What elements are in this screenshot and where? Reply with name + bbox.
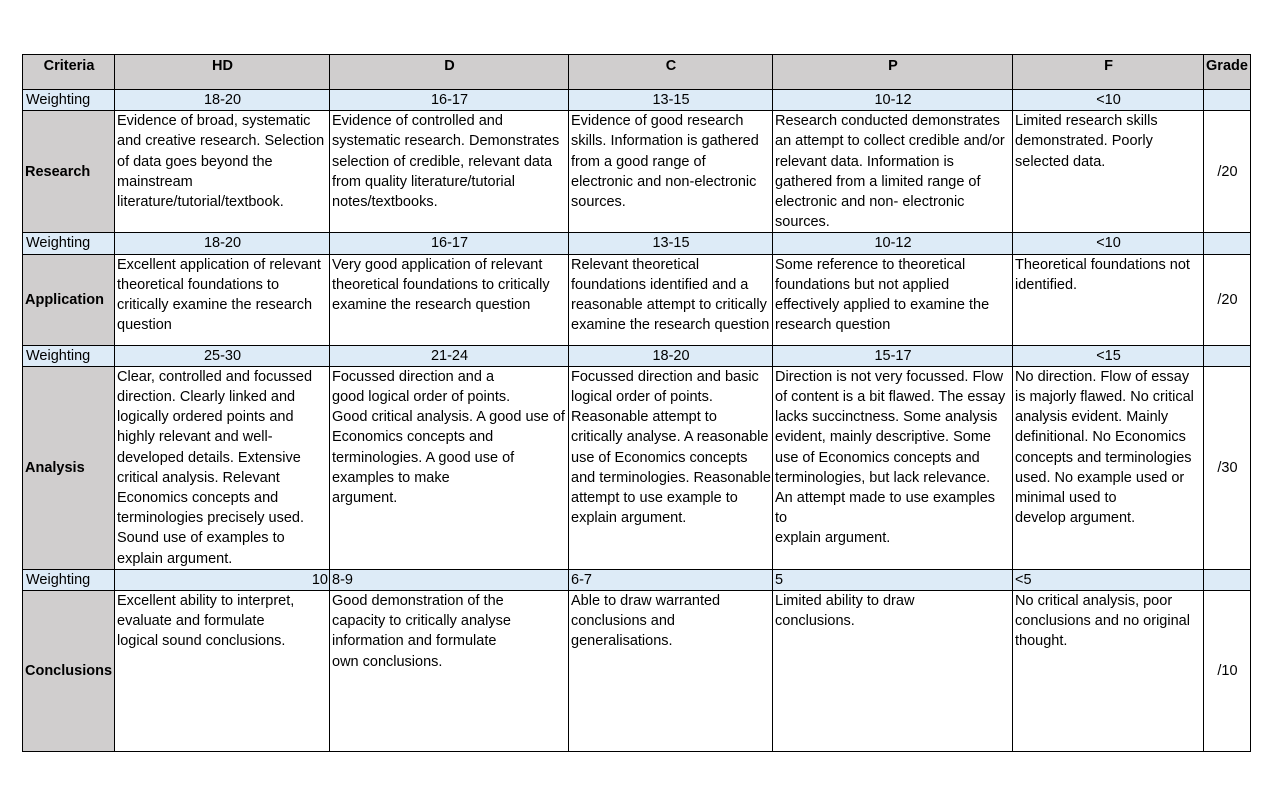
research-grade: /20 [1204, 111, 1251, 233]
weighting-label: Weighting [23, 569, 115, 590]
conclusions-p-descriptor: Limited ability to draw conclusions. [773, 591, 1013, 752]
application-hd-descriptor: Excellent application of relevant theoretical foundations to critically examine the research question [115, 254, 330, 345]
header-c: C [569, 55, 773, 90]
application-weighting-row [23, 233, 1251, 254]
research-c-descriptor: Evidence of good research skills. Information is gathered from a good range of electronic and non-electronic sources. [569, 111, 773, 233]
weighting-p: 10-12 [773, 90, 1013, 111]
weighting-label: Weighting [23, 90, 115, 111]
research-hd-descriptor: Evidence of broad, systematic and creative research. Selection of data goes beyond the mainstream literature/tutorial/textbook. [115, 111, 330, 233]
header-p: P [773, 55, 1013, 90]
analysis-c-descriptor: Focussed direction and basic logical order of points. Reasonable attempt to critically analyse. A reasonable use of Economics concepts and terminologies. Reasonable attempt to use example to explain argument. [569, 366, 773, 569]
weighting-grade-empty [1204, 233, 1251, 254]
weighting-d: 8-9 [330, 569, 569, 590]
analysis-hd-descriptor: Clear, controlled and focussed direction. Clearly linked and logically ordered points and highly relevant and well- developed details. Extensive critical analysis. Relevant Economics concepts and terminologies precisely used. Sound use of examples to explain argument. [115, 366, 330, 569]
weighting-grade-empty [1204, 90, 1251, 111]
weighting-c: 6-7 [569, 569, 773, 590]
research-weighting-row [23, 90, 1251, 111]
weighting-p: 15-17 [773, 345, 1013, 366]
header-hd: HD [115, 55, 330, 90]
conclusions-c-descriptor: Able to draw warranted conclusions and generalisations. [569, 591, 773, 752]
analysis-d-descriptor: Focussed direction and a good logical order of points. Good critical analysis. A good use of Economics concepts and terminologies. A good use of examples to make argument. [330, 366, 569, 569]
research-d-descriptor: Evidence of controlled and systematic research. Demonstrates selection of credible, relevant data from quality literature/tutorial notes/textbooks. [330, 111, 569, 233]
weighting-d: 16-17 [330, 90, 569, 111]
weighting-f: <10 [1013, 233, 1204, 254]
weighting-d: 16-17 [330, 233, 569, 254]
weighting-grade-empty [1204, 345, 1251, 366]
criteria-application: Application [23, 254, 115, 345]
weighting-hd: 10 [115, 569, 330, 590]
criteria-conclusions: Conclusions [23, 591, 115, 752]
conclusions-weighting-row [23, 569, 1251, 590]
research-row [23, 111, 1251, 233]
application-c-descriptor: Relevant theoretical foundations identified and a reasonable attempt to critically examine the research question [569, 254, 773, 345]
header-f: F [1013, 55, 1204, 90]
weighting-c: 13-15 [569, 90, 773, 111]
application-grade: /20 [1204, 254, 1251, 345]
weighting-c: 13-15 [569, 233, 773, 254]
analysis-f-descriptor: No direction. Flow of essay is majorly flawed. No critical analysis evident. Mainly definitional. No Economics concepts and terminologies used. No example used or minimal used to develop argument. [1013, 366, 1204, 569]
conclusions-d-descriptor: Good demonstration of the capacity to critically analyse information and formulate own conclusions. [330, 591, 569, 752]
weighting-d: 21-24 [330, 345, 569, 366]
research-p-descriptor: Research conducted demonstrates an attempt to collect credible and/or relevant data. Information is gathered from a limited range of electronic and non- electronic sources. [773, 111, 1013, 233]
criteria-research: Research [23, 111, 115, 233]
application-row [23, 254, 1251, 345]
weighting-grade-empty [1204, 569, 1251, 590]
conclusions-grade: /10 [1204, 591, 1251, 752]
weighting-c: 18-20 [569, 345, 773, 366]
analysis-weighting-row [23, 345, 1251, 366]
weighting-f: <15 [1013, 345, 1204, 366]
weighting-f: <10 [1013, 90, 1204, 111]
conclusions-hd-descriptor: Excellent ability to interpret, evaluate and formulate logical sound conclusions. [115, 591, 330, 752]
weighting-f: <5 [1013, 569, 1204, 590]
weighting-p: 5 [773, 569, 1013, 590]
application-d-descriptor: Very good application of relevant theoretical foundations to critically examine the research question [330, 254, 569, 345]
header-grade: Grade [1204, 55, 1251, 90]
weighting-hd: 25-30 [115, 345, 330, 366]
weighting-hd: 18-20 [115, 90, 330, 111]
analysis-p-descriptor: Direction is not very focussed. Flow of content is a bit flawed. The essay lacks succinctness. Some analysis evident, mainly descriptive. Some use of Economics concepts and terminologies, but lack relevance. An attempt made to use examples to explain argument. [773, 366, 1013, 569]
criteria-analysis: Analysis [23, 366, 115, 569]
header-d: D [330, 55, 569, 90]
analysis-grade: /30 [1204, 366, 1251, 569]
marking-rubric-table [22, 54, 1251, 752]
conclusions-f-descriptor: No critical analysis, poor conclusions and no original thought. [1013, 591, 1204, 752]
application-p-descriptor: Some reference to theoretical foundations but not applied effectively applied to examine the research question [773, 254, 1013, 345]
weighting-hd: 18-20 [115, 233, 330, 254]
weighting-p: 10-12 [773, 233, 1013, 254]
header-criteria: Criteria [23, 55, 115, 90]
header-row [23, 55, 1251, 90]
weighting-label: Weighting [23, 345, 115, 366]
conclusions-row [23, 591, 1251, 752]
weighting-label: Weighting [23, 233, 115, 254]
analysis-row [23, 366, 1251, 569]
application-f-descriptor: Theoretical foundations not identified. [1013, 254, 1204, 345]
research-f-descriptor: Limited research skills demonstrated. Poorly selected data. [1013, 111, 1204, 233]
